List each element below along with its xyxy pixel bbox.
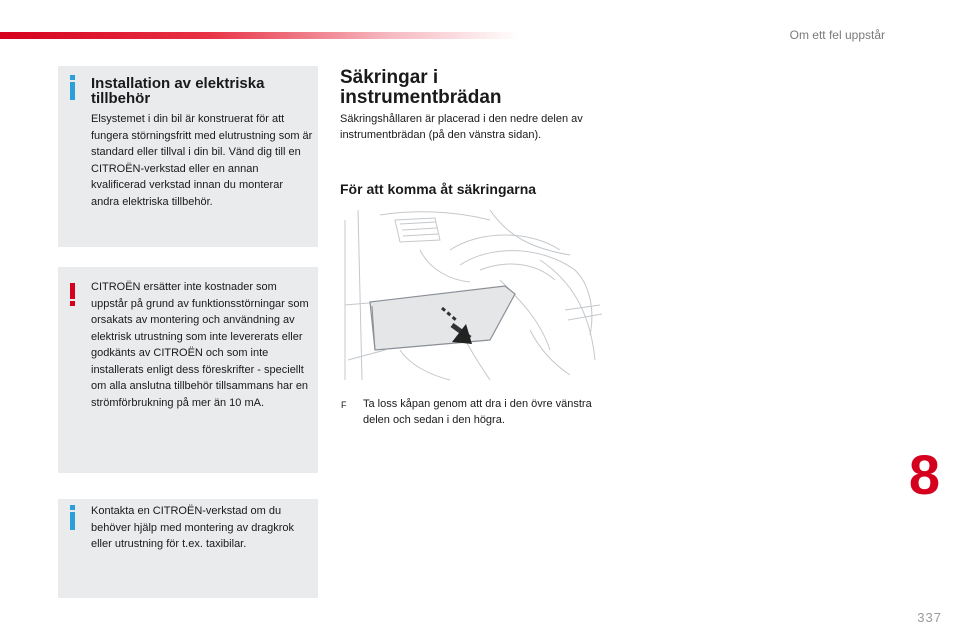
info-icon — [70, 512, 75, 530]
page-number: 337 — [917, 610, 942, 625]
info-icon — [70, 82, 75, 100]
chapter-title: Om ett fel uppstår — [789, 28, 885, 42]
section-subtitle: För att komma åt säkringarna — [340, 181, 537, 197]
section-title: Säkringar i instrumentbrädan — [340, 67, 502, 108]
chapter-number: 8 — [908, 443, 940, 506]
box-text: Elsystemet i din bil är konstruerat för att fungera störningsfritt med elutrustning som är standard eller tillval i din bil. Vänd dig till en CITROËN-verkstad eller en annan kvalificerad verkstad innan du monterar andra elektriska tillbehör. — [91, 113, 313, 208]
step-text: Ta loss kåpan genom att dra i den övre vänstra delen och sedan i den högra. — [363, 398, 592, 426]
box-heading: Installation av elektriska tillbehör — [91, 75, 265, 107]
warning-text: CITROËN ersätter inte kostnader som uppstår på grund av funktionsstörningar som orsakats av montering och användning av elektrisk utrustning som inte levererats eller godkänts av CITROËN och som inte installerats enligt dess föreskrifter - speciellt om alla anslutna tillbehör tillsammans har en strömförbrukning på mer än 10 mA. — [91, 281, 309, 409]
dashboard-fuse-cover-illustration — [340, 210, 602, 385]
info-box-tip — [58, 499, 318, 598]
warning-box — [58, 267, 318, 473]
info-box-installation — [58, 66, 318, 247]
tip-text: Kontakta en CITROËN-verkstad om du behöver hjälp med montering av dragkrok eller utrustning för t.ex. taxibilar. — [91, 505, 295, 550]
step-marker-icon: F — [341, 400, 347, 410]
instruction-step — [341, 396, 601, 428]
warning-icon — [70, 283, 75, 299]
header-red-bar — [0, 32, 520, 39]
section-text: Säkringshållaren är placerad i den nedre delen av instrumentbrädan (på den vänstra sidan). — [340, 113, 583, 141]
